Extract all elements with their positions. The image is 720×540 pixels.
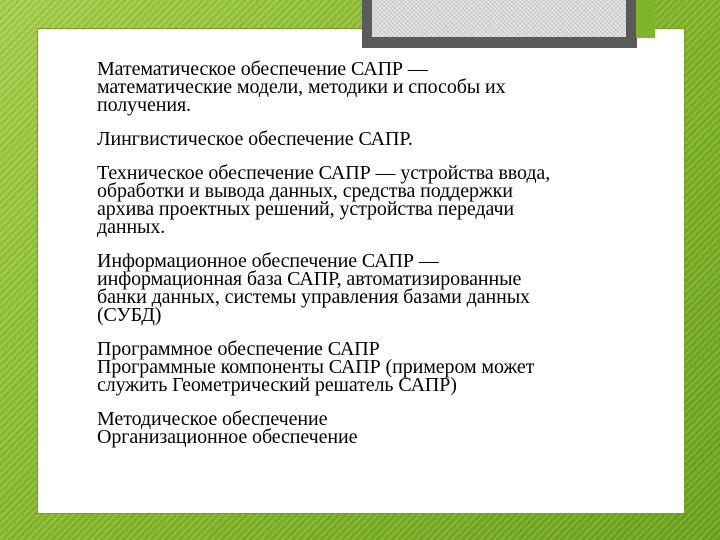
title-tab-accent (636, 0, 655, 38)
slide-content (97, 60, 667, 446)
list-item-line: данных. (97, 216, 166, 238)
list-item-line: служить Геометрический решатель САПР) (97, 374, 457, 396)
list-item-line: информационная база САПР, автоматизированные (97, 268, 522, 290)
list-item-line: (СУБД) (97, 304, 162, 326)
list-item-technical-support (97, 164, 667, 236)
list-item-line: Математическое обеспечение САПР — (97, 58, 428, 80)
list-item-math-support (97, 60, 667, 114)
list-item-line: Информационное обеспечение САПР — (97, 250, 439, 272)
list-item-line: Организационное обеспечение (97, 426, 358, 448)
list-item-line: архива проектных решений, устройства передачи (97, 198, 515, 220)
list-item-information-support (97, 252, 667, 324)
list-item-line: банки данных, системы управления базами данных (97, 286, 530, 308)
list-item-software-support (97, 340, 667, 394)
list-item-line: обработки и вывода данных, средства поддержки (97, 180, 513, 202)
list-item-line: Программные компоненты САПР (примером может (97, 356, 535, 378)
list-item-line: получения. (97, 94, 191, 116)
list-item-line: Программное обеспечение САПР (97, 338, 380, 360)
list-item-methodical-support (97, 410, 667, 446)
title-tab-pattern (372, 0, 626, 37)
list-item-linguistic-support (97, 130, 667, 148)
list-item-line: Методическое обеспечение (97, 408, 328, 430)
list-item-line: Техническое обеспечение САПР — устройства ввода, (97, 162, 551, 184)
list-item-line: математические модели, методики и способы их (97, 76, 506, 98)
list-item-line: Лингвистическое обеспечение САПР. (97, 128, 413, 150)
